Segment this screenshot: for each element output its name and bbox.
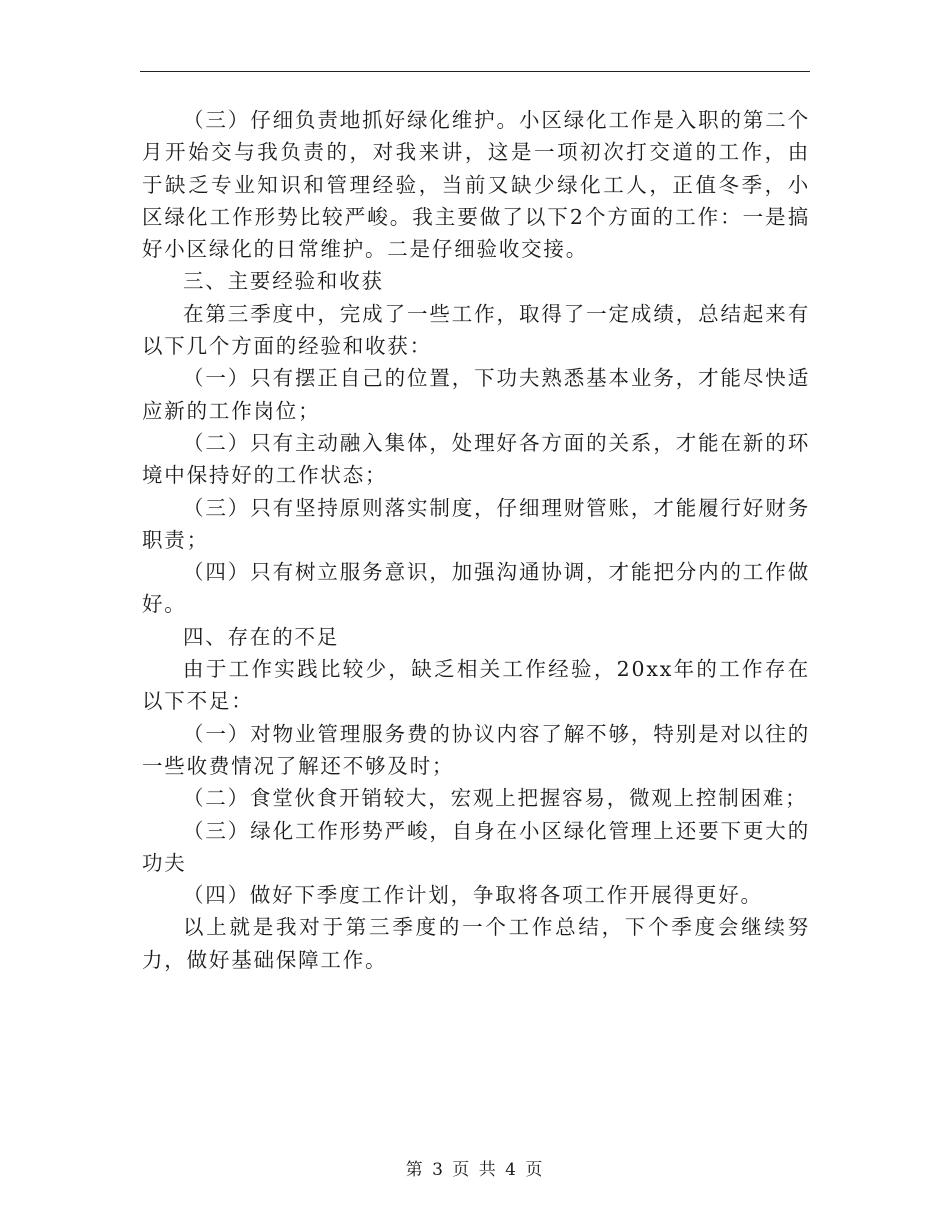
list-item: （四）做好下季度工作计划，争取将各项工作开展得更好。 <box>183 883 763 908</box>
paragraph: 在第三季度中，完成了一些工作，取得了一定成绩，总结起来有以下几个方面的经验和收获： <box>142 301 810 359</box>
paragraph: 由于工作实践比较少，缺乏相关工作经验，20xx年的工作存在以下不足： <box>142 657 810 714</box>
list-item: （三）只有坚持原则落实制度，仔细理财管账，才能履行好财务职责； <box>142 495 810 552</box>
document-body <box>142 104 810 976</box>
closing-paragraph: 以上就是我对于第三季度的一个工作总结，下个季度会继续努力，做好基础保障工作。 <box>142 915 810 972</box>
list-item: （二）只有主动融入集体，处理好各方面的关系，才能在新的环境中保持好的工作状态； <box>142 430 810 488</box>
list-item: （三）绿化工作形势严峻，自身在小区绿化管理上还要下更大的功夫 <box>142 818 810 875</box>
list-item: （四）只有树立服务意识，加强沟通协调，才能把分内的工作做好。 <box>142 560 810 617</box>
section-heading: 四、存在的不足 <box>183 624 340 649</box>
paragraph: （三）仔细负责地抓好绿化维护。小区绿化工作是入职的第二个月开始交与我负责的，对我来讲，这是一项初次打交道的工作，由于缺乏专业知识和管理经验，当前又缺少绿化工人，正值冬季，小区绿化工作形势比较严峻。我主要做了以下2个方面的工作：一是搞好小区绿化的日常维护。二是仔细验收交接。 <box>142 108 810 262</box>
list-item: （一）对物业管理服务费的协议内容了解不够，特别是对以往的一些收费情况了解还不够及时； <box>142 721 810 778</box>
header-rule <box>140 71 810 72</box>
list-item: （二）食堂伙食开销较大，宏观上把握容易，微观上控制困难； <box>183 786 808 811</box>
section-heading: 三、主要经验和收获 <box>183 269 384 294</box>
page-footer: 第 3 页 共 4 页 <box>405 1160 545 1180</box>
list-item: （一）只有摆正自己的位置，下功夫熟悉基本业务，才能尽快适应新的工作岗位； <box>142 366 810 423</box>
